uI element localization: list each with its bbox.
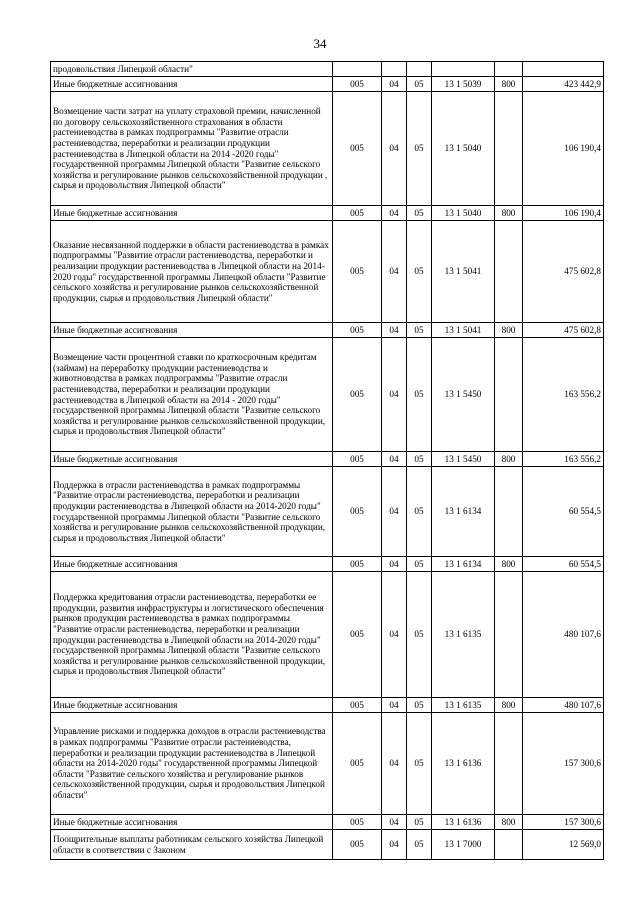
row-amount	[523, 62, 604, 77]
row-type	[495, 713, 523, 815]
table-row	[51, 815, 604, 830]
row-section: 04	[382, 467, 407, 557]
row-name: Иные бюджетные ассигнования	[51, 815, 333, 830]
row-name: Иные бюджетные ассигнования	[51, 323, 333, 338]
row-ministry: 005	[333, 572, 382, 698]
row-section: 04	[382, 572, 407, 698]
row-name: Иные бюджетные ассигнования	[51, 206, 333, 221]
row-ministry: 005	[333, 206, 382, 221]
row-type: 800	[495, 452, 523, 467]
row-section: 04	[382, 323, 407, 338]
row-amount: 475 602,8	[523, 221, 604, 323]
table-row	[51, 452, 604, 467]
row-subsection: 05	[407, 92, 432, 206]
row-target: 13 1 6134	[432, 557, 495, 572]
row-type	[495, 338, 523, 452]
row-ministry: 005	[333, 713, 382, 815]
table-row	[51, 338, 604, 452]
budget-table	[50, 61, 604, 860]
row-amount: 157 300,6	[523, 713, 604, 815]
row-amount: 423 442,9	[523, 77, 604, 92]
row-type	[495, 92, 523, 206]
row-section: 04	[382, 77, 407, 92]
row-ministry: 005	[333, 452, 382, 467]
row-target: 13 1 5039	[432, 77, 495, 92]
row-ministry: 005	[333, 323, 382, 338]
row-target: 13 1 5450	[432, 452, 495, 467]
row-section: 04	[382, 713, 407, 815]
row-ministry: 005	[333, 338, 382, 452]
row-subsection: 05	[407, 698, 432, 713]
row-subsection: 05	[407, 452, 432, 467]
row-ministry: 005	[333, 221, 382, 323]
row-name: Иные бюджетные ассигнования	[51, 77, 333, 92]
table-row	[51, 77, 604, 92]
row-section: 04	[382, 92, 407, 206]
table-row	[51, 698, 604, 713]
row-ministry: 005	[333, 467, 382, 557]
row-subsection: 05	[407, 830, 432, 860]
row-type: 800	[495, 815, 523, 830]
row-type: 800	[495, 557, 523, 572]
row-section: 04	[382, 698, 407, 713]
row-section: 04	[382, 557, 407, 572]
row-subsection: 05	[407, 572, 432, 698]
row-type: 800	[495, 323, 523, 338]
row-target: 13 1 5041	[432, 323, 495, 338]
table-row	[51, 206, 604, 221]
row-amount: 475 602,8	[523, 323, 604, 338]
row-section: 04	[382, 815, 407, 830]
row-type: 800	[495, 77, 523, 92]
table-row	[51, 467, 604, 557]
table-row	[51, 830, 604, 860]
row-type: 800	[495, 698, 523, 713]
row-amount: 163 556,2	[523, 338, 604, 452]
row-target: 13 1 6134	[432, 467, 495, 557]
row-type	[495, 830, 523, 860]
row-section: 04	[382, 206, 407, 221]
row-name: Иные бюджетные ассигнования	[51, 452, 333, 467]
row-amount: 480 107,6	[523, 698, 604, 713]
table-row	[51, 221, 604, 323]
table-row	[51, 557, 604, 572]
row-target: 13 1 6135	[432, 572, 495, 698]
row-name: Возмещение части процентной ставки по краткосрочным кредитам (займам) на переработку продукции растениеводства и животноводства в рамках подпрограммы "Развитие отрасли растениеводства, переработки и реализации продукции растениеводства в Липецкой области на 2014 - 2020 годы" государственной программы Липецкой области "Развитие сельского хозяйства и регулирование рынков сельскохозяйственной продукции, сырья и продовольствия Липецкой области"	[51, 338, 333, 452]
row-amount: 106 190,4	[523, 206, 604, 221]
row-name: Поддержка в отрасли растениеводства в рамках подпрограммы "Развитие отрасли растениеводства, переработки и реализации продукции растениеводства в Липецкой области на 2014-2020 годы" государственной программы Липецкой области "Развитие сельского хозяйства и регулирование рынков сельскохозяйственной продукции, сырья и продовольствия Липецкой области"	[51, 467, 333, 557]
row-ministry: 005	[333, 77, 382, 92]
row-name: Управление рисками и поддержка доходов в отрасли растениеводства в рамках подпрограммы "Развитие отрасли растениеводства, переработки и реализации продукции растениеводства в Липецкой области на 2014-2020 годы" государственной программы Липецкой области "Развитие сельского хозяйства и регулирование рынков сельскохозяйственной продукции, сырья и продовольствия Липецкой области"	[51, 713, 333, 815]
table-row	[51, 62, 604, 77]
row-subsection: 05	[407, 467, 432, 557]
row-amount: 157 300,6	[523, 815, 604, 830]
row-name: Поощрительные выплаты работникам сельского хозяйства Липецкой области в соответствии с Законом	[51, 830, 333, 860]
row-ministry: 005	[333, 557, 382, 572]
row-amount: 480 107,6	[523, 572, 604, 698]
row-ministry: 005	[333, 830, 382, 860]
row-type	[495, 221, 523, 323]
row-type	[495, 62, 523, 77]
row-section: 04	[382, 221, 407, 323]
row-subsection: 05	[407, 206, 432, 221]
table-row	[51, 92, 604, 206]
row-ministry	[333, 62, 382, 77]
row-target: 13 1 6135	[432, 698, 495, 713]
table-row	[51, 713, 604, 815]
row-target: 13 1 5450	[432, 338, 495, 452]
row-subsection: 05	[407, 815, 432, 830]
row-subsection: 05	[407, 77, 432, 92]
row-section: 04	[382, 452, 407, 467]
row-target: 13 1 7000	[432, 830, 495, 860]
row-ministry: 005	[333, 92, 382, 206]
row-section	[382, 62, 407, 77]
page-number: 34	[313, 36, 327, 51]
row-section: 04	[382, 830, 407, 860]
row-amount: 163 556,2	[523, 452, 604, 467]
row-type	[495, 572, 523, 698]
row-name: Иные бюджетные ассигнования	[51, 698, 333, 713]
row-amount: 60 554,5	[523, 557, 604, 572]
table-row	[51, 323, 604, 338]
row-target: 13 1 5041	[432, 221, 495, 323]
row-subsection: 05	[407, 713, 432, 815]
table-row	[51, 572, 604, 698]
row-subsection: 05	[407, 557, 432, 572]
row-section: 04	[382, 338, 407, 452]
row-subsection: 05	[407, 221, 432, 323]
row-subsection: 05	[407, 338, 432, 452]
row-name: Поддержка кредитования отрасли растениеводства, переработки ее продукции, развития инфраструктуры и логистического обеспечения рынков продукции растениеводства в рамках подпрограммы "Развитие отрасли растениеводства, переработки и реализации продукции растениеводства в Липецкой области на 2014-2020 годы" государственной программы Липецкой области "Развитие сельского хозяйства и регулирование рынков сельскохозяйственной продукции, сырья и продовольствия Липецкой области"	[51, 572, 333, 698]
row-target: 13 1 6136	[432, 815, 495, 830]
row-target: 13 1 6136	[432, 713, 495, 815]
row-target: 13 1 5040	[432, 92, 495, 206]
row-name: Оказание несвязанной поддержки в области растениеводства в рамках подпрограммы "Развитие отрасли растениеводства, переработки и реализации продукции растениеводства в Липецкой области на 2014-2020 годы" государственной программы Липецкой области "Развитие сельского хозяйства и регулирование рынков сельскохозяйственной продукции, сырья и продовольствия Липецкой области"	[51, 221, 333, 323]
row-amount: 60 554,5	[523, 467, 604, 557]
row-name: продовольствия Липецкой области"	[51, 62, 333, 77]
row-target: 13 1 5040	[432, 206, 495, 221]
row-target	[432, 62, 495, 77]
row-subsection: 05	[407, 323, 432, 338]
row-type: 800	[495, 206, 523, 221]
row-name: Иные бюджетные ассигнования	[51, 557, 333, 572]
row-ministry: 005	[333, 698, 382, 713]
row-amount: 106 190,4	[523, 92, 604, 206]
budget-table-body	[51, 62, 604, 860]
row-type	[495, 467, 523, 557]
row-name: Возмещение части затрат на уплату страховой премии, начисленной по договору сельскохозяйственного страхования в области растениеводства в рамках подпрограммы "Развитие отрасли растениеводства, переработки и реализации продукции растениеводства в Липецкой области на 2014 -2020 годы" государственной программы Липецкой области "Развитие сельского хозяйства и регулирование рынков сельскохозяйственной продукции , сырья и продовольствия Липецкой области"	[51, 92, 333, 206]
row-subsection	[407, 62, 432, 77]
row-amount: 12 569,0	[523, 830, 604, 860]
row-ministry: 005	[333, 815, 382, 830]
